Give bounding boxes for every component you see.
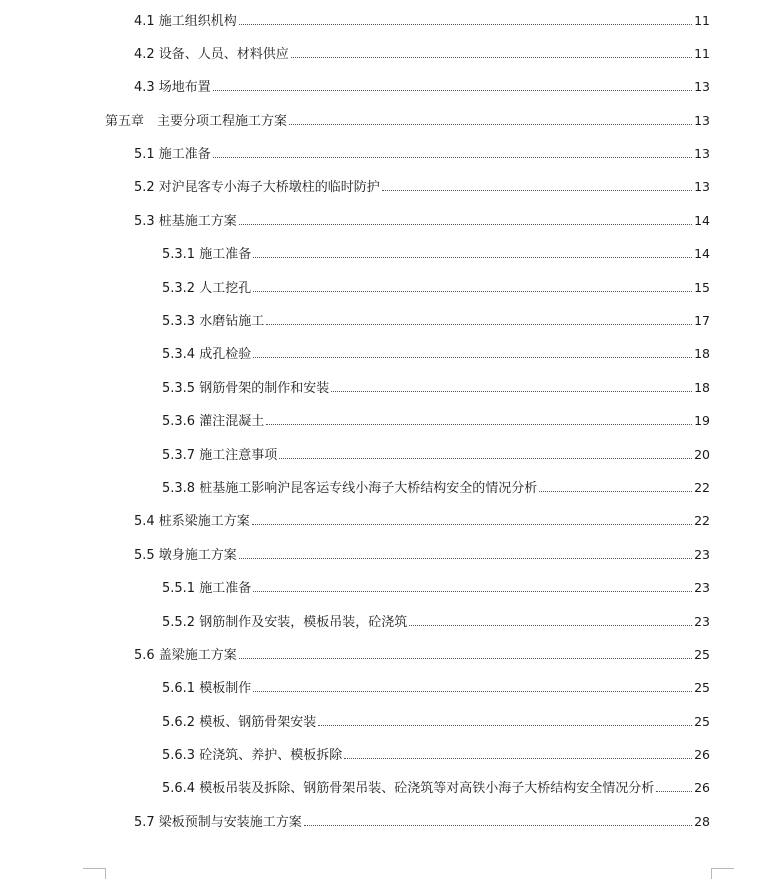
toc-entry-row [134,170,782,204]
toc-entry-row [134,204,782,238]
toc-entry-row [162,304,782,338]
toc-page-number: 26 [694,747,710,763]
toc-entry[interactable] [0,638,782,671]
toc-dot-leader [291,56,692,58]
toc-entry[interactable] [0,471,782,504]
toc-entry-title: 5.3.4 成孔检验 [162,347,252,363]
toc-page-number: 25 [694,713,710,729]
toc-page-number: 15 [694,279,710,295]
toc-entry-row [134,504,782,538]
toc-dot-leader [331,390,692,392]
toc-entry[interactable] [0,672,782,705]
toc-page-number: 18 [694,379,710,395]
toc-dot-leader [252,523,692,525]
toc-page-number: 19 [694,413,710,429]
toc-entry[interactable] [0,271,782,304]
toc-entry[interactable] [0,338,782,371]
toc-dot-leader [253,690,692,692]
toc-entry-row [162,404,782,438]
toc-entry-title: 5.3.6 灌注混凝土 [162,414,265,430]
toc-dot-leader [239,23,692,25]
toc-entry[interactable] [0,371,782,404]
toc-page-number: 23 [694,580,710,596]
toc-page-number: 23 [694,613,710,629]
toc-entry[interactable] [0,438,782,471]
toc-page-number: 22 [694,479,710,495]
toc-entry[interactable] [0,37,782,70]
toc-dot-leader [409,624,692,626]
toc-entry-row [134,37,782,71]
toc-entry-title: 5.6.4 模板吊装及拆除、钢筋骨架吊装、砼浇筑等对高铁小海子大桥结构安全情况分析 [162,781,655,797]
toc-entry[interactable] [0,538,782,571]
toc-entry-row [134,4,782,38]
toc-page-number: 11 [694,12,710,28]
toc-page-number: 20 [694,446,710,462]
toc-page-number: 22 [694,513,710,529]
toc-dot-leader [382,189,692,191]
toc-entry-title: 5.6.2 模板、钢筋骨架安装 [162,714,317,730]
toc-entry[interactable] [0,805,782,838]
toc-entry[interactable] [0,4,782,37]
toc-entry-title: 5.6.3 砼浇筑、养护、模板拆除 [162,748,343,764]
toc-entry[interactable] [0,171,782,204]
toc-entry-row [162,337,782,371]
toc-entry-title: 5.3.2 人工挖孔 [162,280,252,296]
toc-entry-title: 5.2 对沪昆客专小海子大桥墩柱的临时防护 [134,180,380,196]
toc-page-number: 13 [694,179,710,195]
toc-entry[interactable] [0,772,782,805]
toc-dot-leader [213,156,692,158]
toc-page-number: 23 [694,546,710,562]
toc-dot-leader [213,89,692,91]
toc-entry-row [162,738,782,772]
toc-entry-title: 5.3.3 水磨钻施工 [162,314,265,330]
toc-page-number: 25 [694,646,710,662]
toc-dot-leader [239,657,692,659]
toc-dot-leader [289,123,692,125]
toc-entry-row [162,237,782,271]
toc-entry-title: 第五章 主要分项工程施工方案 [105,113,288,129]
toc-entry-title: 5.1 施工准备 [134,147,211,163]
toc-entry[interactable] [0,305,782,338]
page-corner-mark-left [83,868,106,879]
toc-entry-title: 4.2 设备、人员、材料供应 [134,46,289,62]
toc-entry[interactable] [0,605,782,638]
toc-entry-row [162,438,782,472]
toc-dot-leader [539,490,692,492]
toc-page-number: 13 [694,79,710,95]
toc-entry-row [162,571,782,605]
toc-dot-leader [253,356,692,358]
toc-entry-row [162,605,782,639]
toc-entry-title: 5.3.8 桩基施工影响沪昆客运专线小海子大桥结构安全的情况分析 [162,480,538,496]
toc-entry[interactable] [0,739,782,772]
toc-entry-row [105,104,782,138]
toc-entry-title: 5.4 桩系梁施工方案 [134,514,250,530]
toc-dot-leader [253,590,692,592]
toc-dot-leader [266,423,692,425]
table-of-contents [0,4,782,839]
toc-dot-leader [318,724,692,726]
toc-entry-row [162,771,782,805]
toc-page-number: 26 [694,780,710,796]
toc-page-number: 17 [694,313,710,329]
toc-entry-title: 5.5 墩身施工方案 [134,547,237,563]
toc-dot-leader [304,824,692,826]
toc-entry-row [162,371,782,405]
toc-entry-row [134,638,782,672]
toc-entry-row [134,137,782,171]
toc-page-number: 14 [694,212,710,228]
toc-dot-leader [279,457,692,459]
toc-entry-title: 5.3.7 施工注意事项 [162,447,278,463]
toc-entry-row [162,471,782,505]
toc-page-number: 18 [694,346,710,362]
toc-page-number: 25 [694,680,710,696]
toc-entry[interactable] [0,505,782,538]
toc-entry-title: 5.3 桩基施工方案 [134,213,237,229]
toc-entry[interactable] [0,71,782,104]
toc-entry[interactable] [0,204,782,237]
toc-dot-leader [344,757,692,759]
toc-entry-row [134,538,782,572]
page-corner-mark-right [711,868,734,879]
toc-dot-leader [253,290,692,292]
toc-dot-leader [266,323,692,325]
toc-entry-title: 5.6.1 模板制作 [162,681,252,697]
toc-entry[interactable] [0,138,782,171]
toc-entry-row [162,671,782,705]
toc-entry-row [134,70,782,104]
toc-dot-leader [239,223,692,225]
toc-entry-row [162,271,782,305]
toc-entry-row [162,705,782,739]
toc-entry[interactable] [0,238,782,271]
toc-entry-row [134,805,782,839]
toc-entry[interactable] [0,705,782,738]
toc-entry-title: 4.1 施工组织机构 [134,13,237,29]
toc-entry-title: 5.3.1 施工准备 [162,247,252,263]
toc-page-number: 13 [694,146,710,162]
toc-entry-title: 5.3.5 钢筋骨架的制作和安装 [162,380,330,396]
toc-entry-title: 4.3 场地布置 [134,80,211,96]
toc-dot-leader [656,790,692,792]
toc-entry[interactable] [0,104,782,137]
toc-dot-leader [239,557,692,559]
toc-page-number: 13 [694,112,710,128]
toc-page-number: 14 [694,246,710,262]
toc-entry-title: 5.5.2 钢筋制作及安装，模板吊装，砼浇筑 [162,614,408,630]
toc-entry-title: 5.7 梁板预制与安装施工方案 [134,814,302,830]
toc-page-number: 28 [694,813,710,829]
toc-page-number: 11 [694,45,710,61]
toc-entry-title: 5.5.1 施工准备 [162,581,252,597]
toc-entry[interactable] [0,572,782,605]
toc-dot-leader [253,256,692,258]
toc-entry[interactable] [0,405,782,438]
toc-entry-title: 5.6 盖梁施工方案 [134,647,237,663]
